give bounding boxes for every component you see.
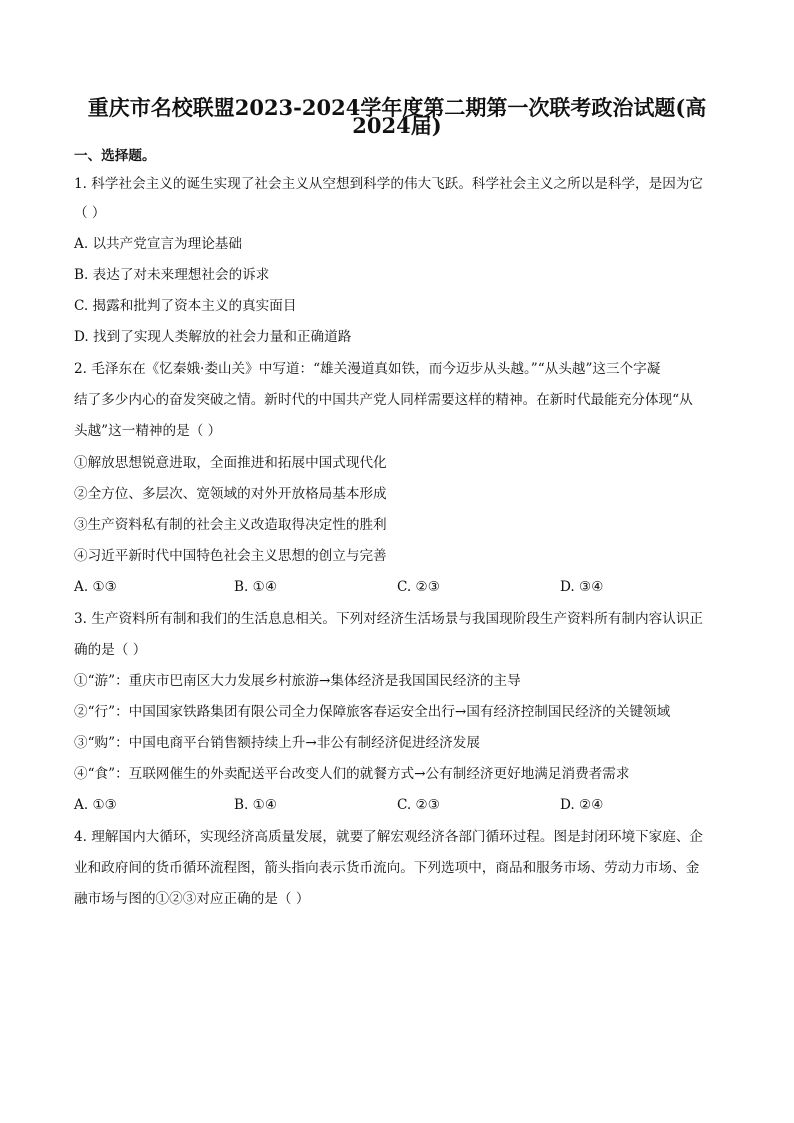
question-3-choice-c: C. ②③ [397,797,440,813]
question-3-item-1: ①“游”：重庆市巴南区大力发展乡村旅游→集体经济是我国国民经济的主导 [74,673,521,689]
question-3-choice-d: D. ②④ [560,797,604,813]
question-1-stem-line-1: 1. 科学社会主义的诞生实现了社会主义从空想到科学的伟大飞跃。科学社会主义之所以是科学，是因为它 [74,176,704,192]
question-3-item-4: ④“食”：互联网催生的外卖配送平台改变人们的就餐方式→公有制经济更好地满足消费者需求 [74,766,630,782]
document-title-line-1: 重庆市名校联盟2023-2024学年度第二期第一次联考政治试题(高 [87,95,707,120]
question-3-item-2: ②“行”：中国国家铁路集团有限公司全力保障旅客春运安全出行→国有经济控制国民经济的关键领域 [74,704,671,720]
question-3-choice-a: A. ①③ [74,797,117,813]
question-4-stem-line-1: 4. 理解国内大循环，实现经济高质量发展，就要了解宏观经济各部门循环过程。图是封闭环境下家庭、企 [74,829,704,845]
question-1-option-a: A. 以共产党宣言为理论基础 [74,236,242,252]
question-2-choices [74,577,734,597]
question-2-stem-line-2: 结了多少内心的奋发突破之情。新时代的中国共产党人同样需要这样的精神。在新时代最能充分体现“从 [74,392,693,408]
question-3-choice-b: B. ①④ [234,797,278,813]
question-1-option-d: D. 找到了实现人类解放的社会力量和正确道路 [74,329,352,345]
question-3-stem-line-1: 3. 生产资料所有制和我们的生活息息相关。下列对经济生活场景与我国现阶段生产资料所有制内容认识正 [74,611,704,627]
question-2-choice-d: D. ③④ [560,579,604,595]
section-heading: 一、选择题。 [74,148,156,164]
question-4-stem-line-2: 业和政府间的货币循环流程图，箭头指向表示货币流向。下列选项中，商品和服务市场、劳动力市场、金 [74,860,700,876]
question-3-item-3: ③“购”：中国电商平台销售额持续上升→非公有制经济促进经济发展 [74,735,480,751]
question-3-choices [74,795,734,815]
question-2-choice-b: B. ①④ [234,579,278,595]
question-2-item-1: ①解放思想锐意进取，全面推进和拓展中国式现代化 [74,455,387,471]
question-2-item-3: ③生产资料私有制的社会主义改造取得决定性的胜利 [74,517,387,533]
question-1-stem-line-2: （ ） [74,205,106,221]
question-2-choice-a: A. ①③ [74,579,117,595]
question-1-option-b: B. 表达了对未来理想社会的诉求 [74,267,270,283]
question-2-stem-line-3: 头越”这一精神的是（ ） [74,423,222,439]
question-1-option-c: C. 揭露和批判了资本主义的真实面目 [74,298,297,314]
question-3-stem-line-2: 确的是（ ） [74,642,147,658]
question-2-item-2: ②全方位、多层次、宽领域的对外开放格局基本形成 [74,486,387,502]
question-4-stem-line-3: 融市场与图的①②③对应正确的是（ ） [74,891,310,907]
question-2-item-4: ④习近平新时代中国特色社会主义思想的创立与完善 [74,548,387,564]
question-2-stem-line-1: 2. 毛泽东在《忆秦娥·娄山关》中写道：“雄关漫道真如铁，而今迈步从头越。”“从头越”这三个字凝 [74,361,661,377]
document-title-line-2: 2024届) [352,113,442,138]
question-2-choice-c: C. ②③ [397,579,440,595]
